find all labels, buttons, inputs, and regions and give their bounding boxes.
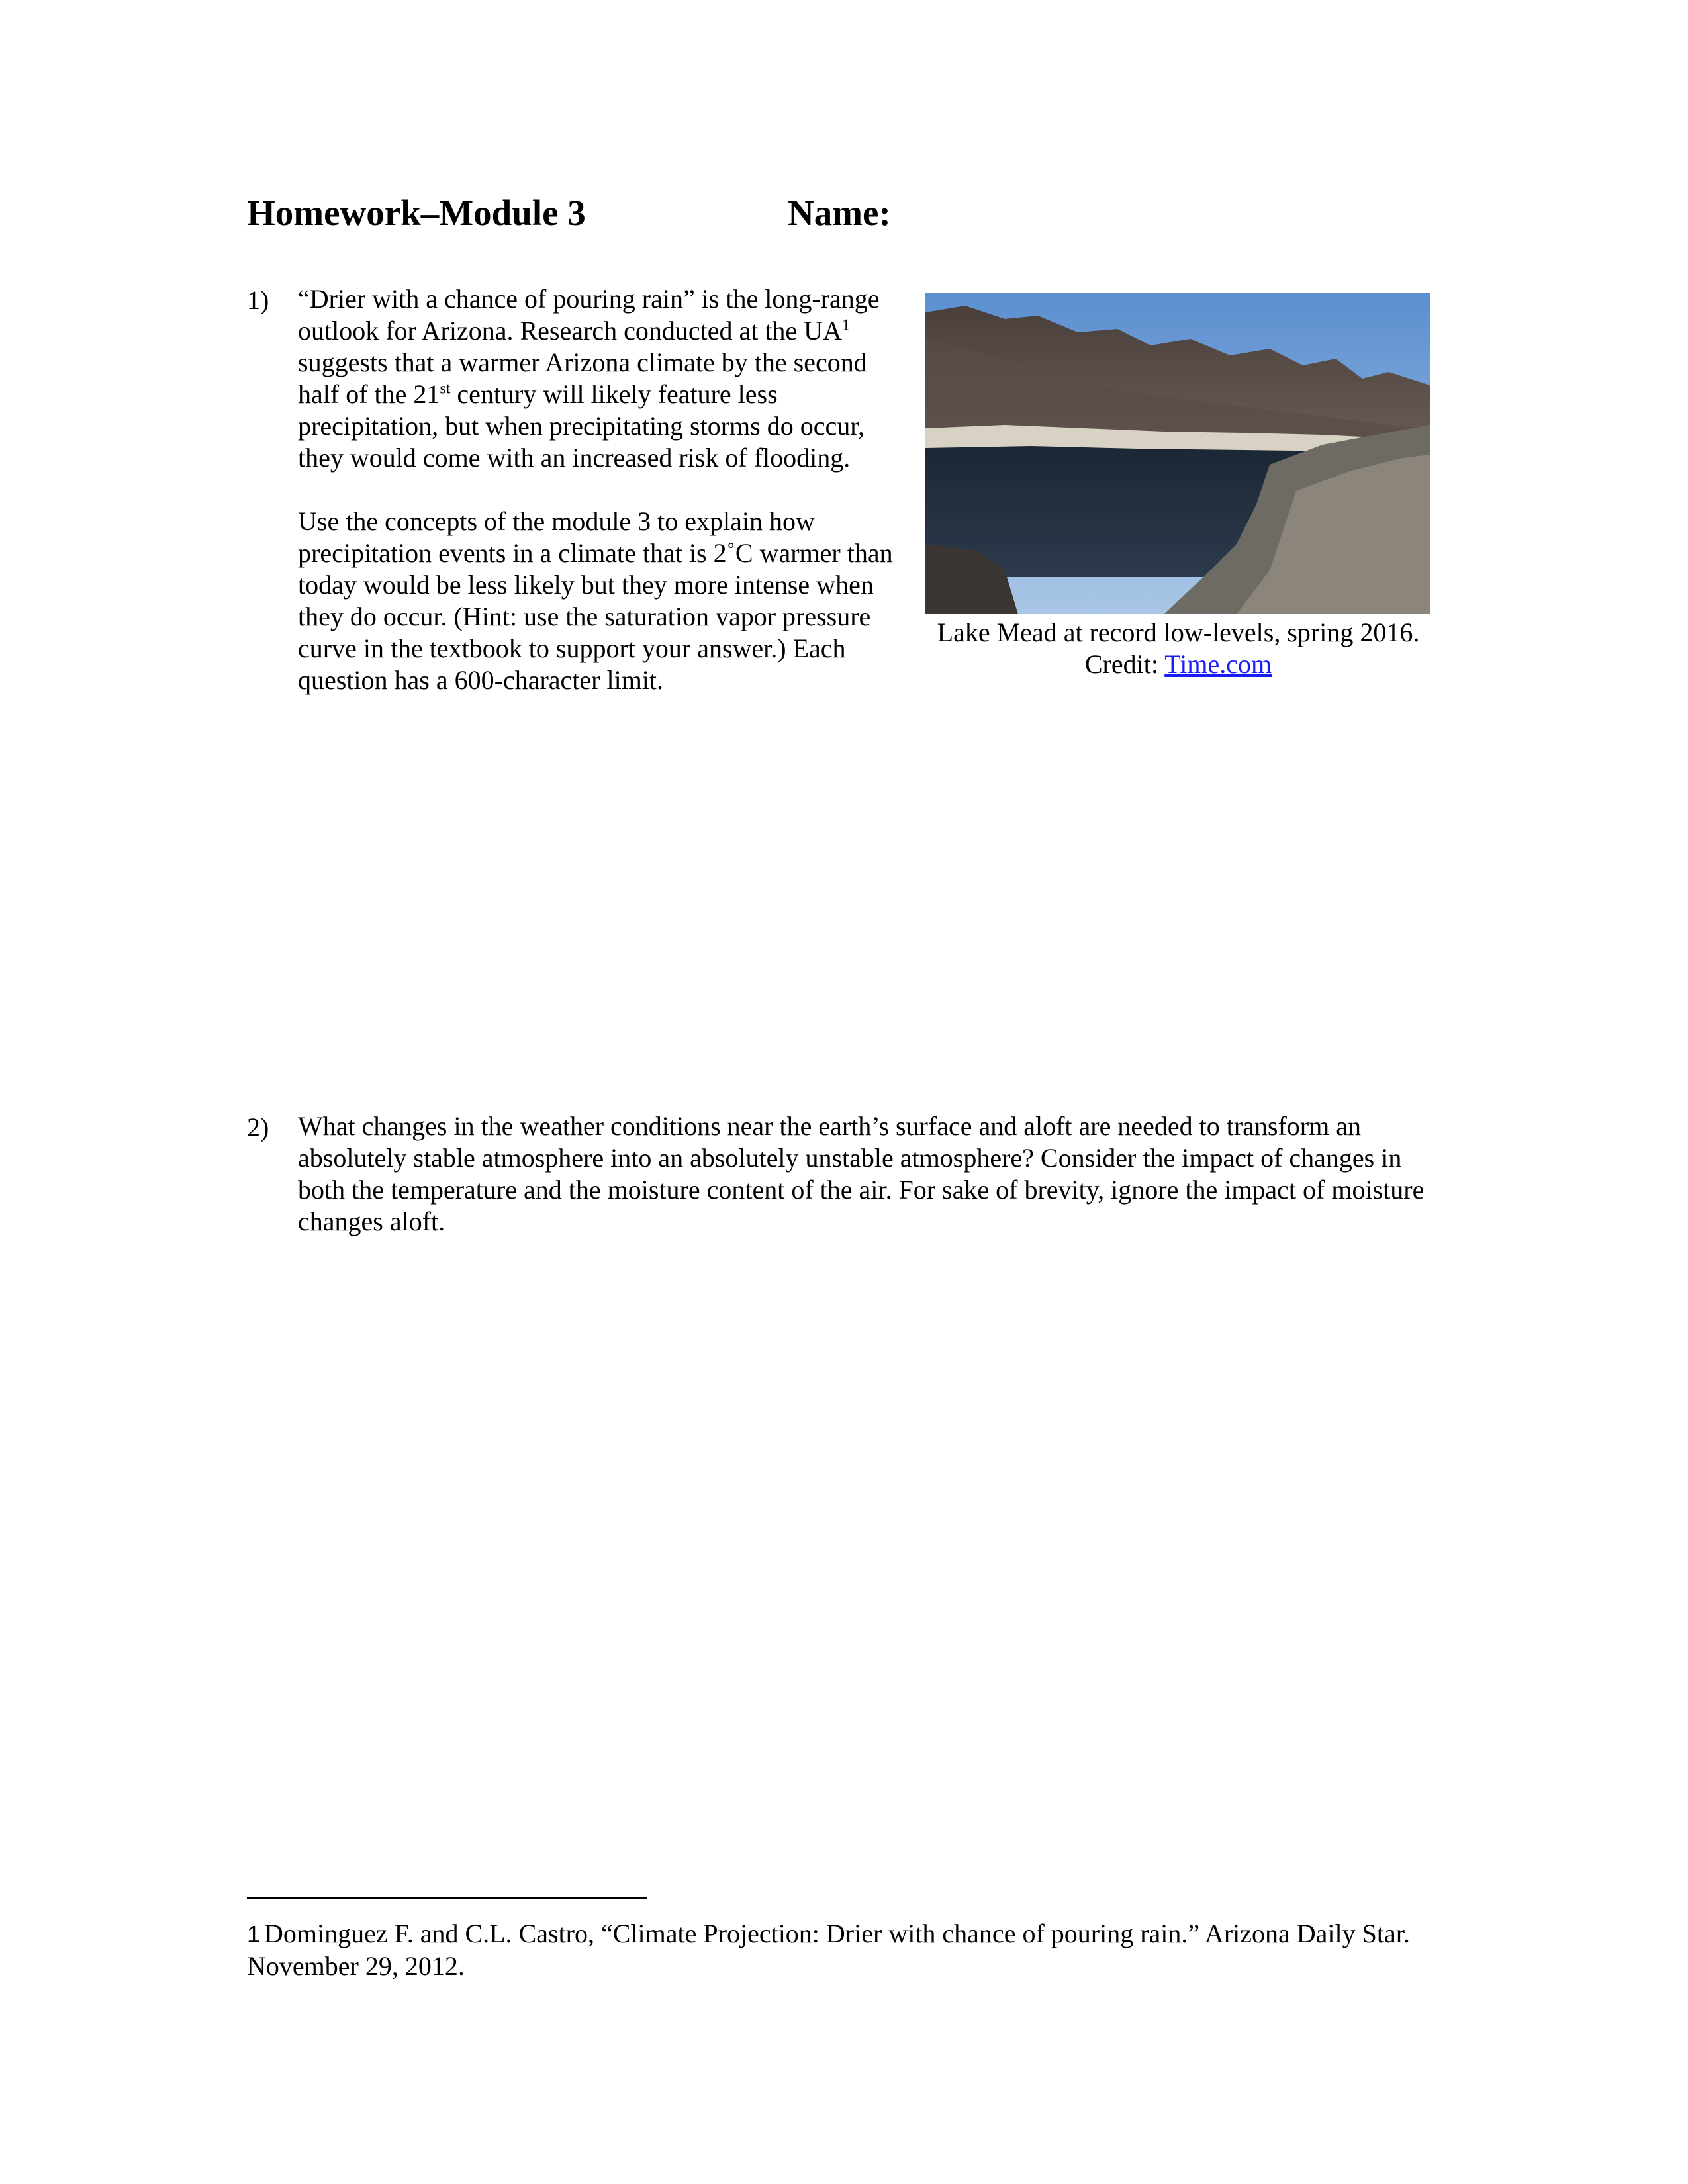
page-title: Homework–Module 3 (247, 193, 586, 233)
question-1-text-part-2: suggests that a warmer Arizona climate by the second half of the 21 (298, 347, 867, 409)
question-2-number: 2) (247, 1113, 269, 1142)
footnote-text: Dominguez F. and C.L. Castro, “Climate Projection: Drier with chance of pouring rain.” Arizona Daily Star. November 29, 2012. (247, 1919, 1410, 1981)
name-label: Name: (788, 193, 891, 233)
credit-link[interactable]: Time.com (1164, 649, 1272, 679)
question-1-paragraph-2: Use the concepts of the module 3 to explain how precipitation events in a climate that is 2˚C warmer than today would be less likely but they more intense when they do occur. (Hint: use the saturation vapor pressure curve in the textbook to support your answer.) Each question has a 600-character limit. (298, 506, 893, 695)
credit-label: Credit: (1084, 649, 1165, 679)
footnote (247, 1918, 1452, 1982)
lake-mead-photo (925, 293, 1430, 614)
caption-line: Lake Mead at record low-levels, spring 2016. (937, 617, 1420, 647)
caption-credit (920, 649, 1436, 680)
footnote-divider (247, 1897, 647, 1899)
photo-caption (920, 617, 1436, 680)
question-1-text-part-1: “Drier with a chance of pouring rain” is the long-range outlook for Arizona. Research conducted at the UA (298, 284, 880, 345)
ordinal-suffix: st (440, 380, 451, 398)
footnote-reference[interactable]: 1 (841, 316, 850, 334)
question-1-text (298, 283, 897, 696)
question-1-paragraph-1 (298, 283, 897, 474)
question-2-text: What changes in the weather conditions near the earth’s surface and aloft are needed to transform an absolutely stable atmosphere into an absolutely unstable atmosphere? Consider the impact of changes in both the temperature and the moisture content of the air. For sake of brevity, ignore the impact of moisture changes aloft. (298, 1111, 1425, 1236)
footnote-marker: 1 (247, 1921, 261, 1948)
question-1-number: 1) (247, 285, 269, 315)
question-1-text-part-3: century will likely feature less precipitation, but when precipitating storms do occur, they would come with an increased risk of flooding. (298, 379, 865, 473)
